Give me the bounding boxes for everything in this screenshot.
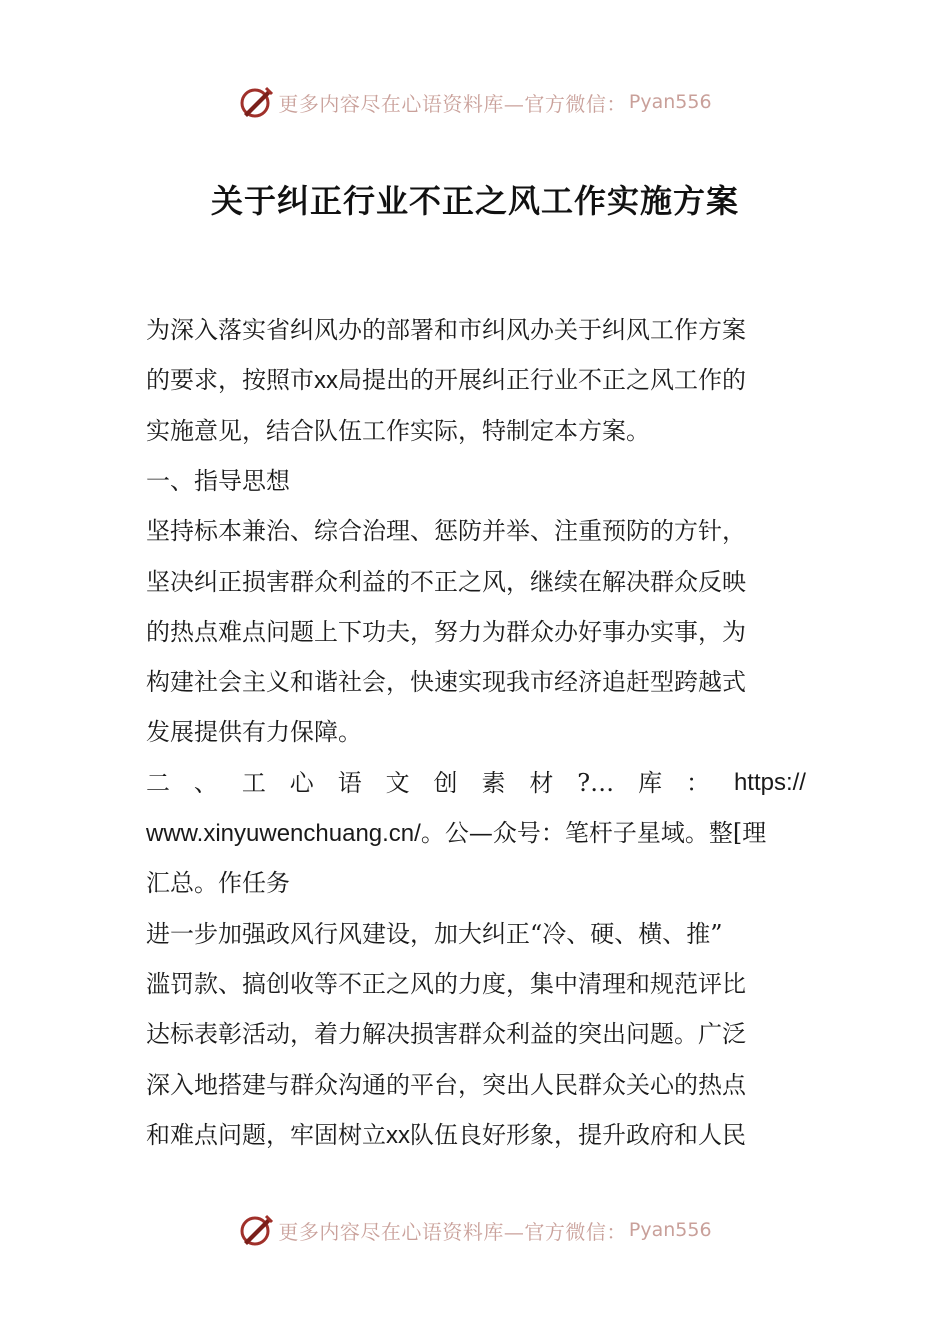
- body-line-token: 素: [481, 769, 506, 797]
- pen-logo-icon: [238, 1212, 274, 1248]
- body-line: 坚持标本兼治、综合治理、惩防并举、注重预防的方针，: [146, 517, 746, 545]
- body-line-token: 创: [433, 769, 458, 797]
- body-line: [146, 768, 806, 798]
- body-line: 的要求，按照市xx局提出的开展纠正行业不正之风工作的: [146, 366, 746, 394]
- body-line-token: 、: [193, 769, 218, 797]
- body-line-token: ：: [686, 769, 711, 797]
- body-line: 构建社会主义和谐社会，快速实现我市经济追赶型跨越式: [146, 668, 746, 696]
- body-line-token: 心: [289, 769, 314, 797]
- body-line: 的热点难点问题上下功夫，努力为群众办好事办实事，为: [146, 618, 746, 646]
- body-line-token: 材: [529, 769, 554, 797]
- body-line-token: 工: [241, 769, 266, 797]
- watermark-banner-bottom: [0, 1212, 950, 1248]
- body-line: 发展提供有力保障。: [146, 718, 362, 746]
- body-line: 滥罚款、搞创收等不正之风的力度，集中清理和规范评比: [146, 970, 746, 998]
- body-line-token: 语: [337, 769, 362, 797]
- body-line: 深入地搭建与群众沟通的平台，突出人民群众关心的热点: [146, 1071, 746, 1099]
- watermark-banner-top: [0, 84, 950, 120]
- body-line: 达标表彰活动，着力解决损害群众利益的突出问题。广泛: [146, 1020, 746, 1048]
- body-line: 实施意见，结合队伍工作实际，特制定本方案。: [146, 417, 650, 445]
- document-title: 关于纠正行业不正之风工作实施方案: [210, 182, 739, 220]
- body-line: 坚决纠正损害群众利益的不正之风，继续在解决群众反映: [146, 568, 746, 596]
- body-line: 和难点问题，牢固树立xx队伍良好形象，提升政府和人民: [146, 1121, 746, 1149]
- body-line-token: 库: [638, 769, 663, 797]
- watermark-wechat-id: Pyan556: [628, 91, 712, 113]
- watermark-wechat-id: Pyan556: [628, 1219, 712, 1241]
- pen-logo-icon: [238, 84, 274, 120]
- body-line: 一、指导思想: [146, 467, 290, 495]
- watermark-text: 更多内容尽在心语资料库—官方微信：: [278, 1219, 627, 1244]
- body-line-token: ?…: [577, 769, 615, 797]
- body-line: 进一步加强政风行风建设，加大纠正“冷、硬、横、推”: [146, 920, 723, 948]
- body-line-token: https://: [733, 769, 806, 796]
- watermark-text: 更多内容尽在心语资料库—官方微信：: [278, 91, 627, 116]
- body-line: 为深入落实省纠风办的部署和市纠风办关于纠风工作方案: [146, 316, 746, 344]
- body-line-token: 文: [385, 769, 410, 797]
- body-line: www.xinyuwenchuang.cn/。公—众号：笔杆子星域。整[理: [146, 819, 767, 847]
- body-line: 汇总。作任务: [146, 869, 290, 897]
- body-line-token: 二: [146, 769, 170, 797]
